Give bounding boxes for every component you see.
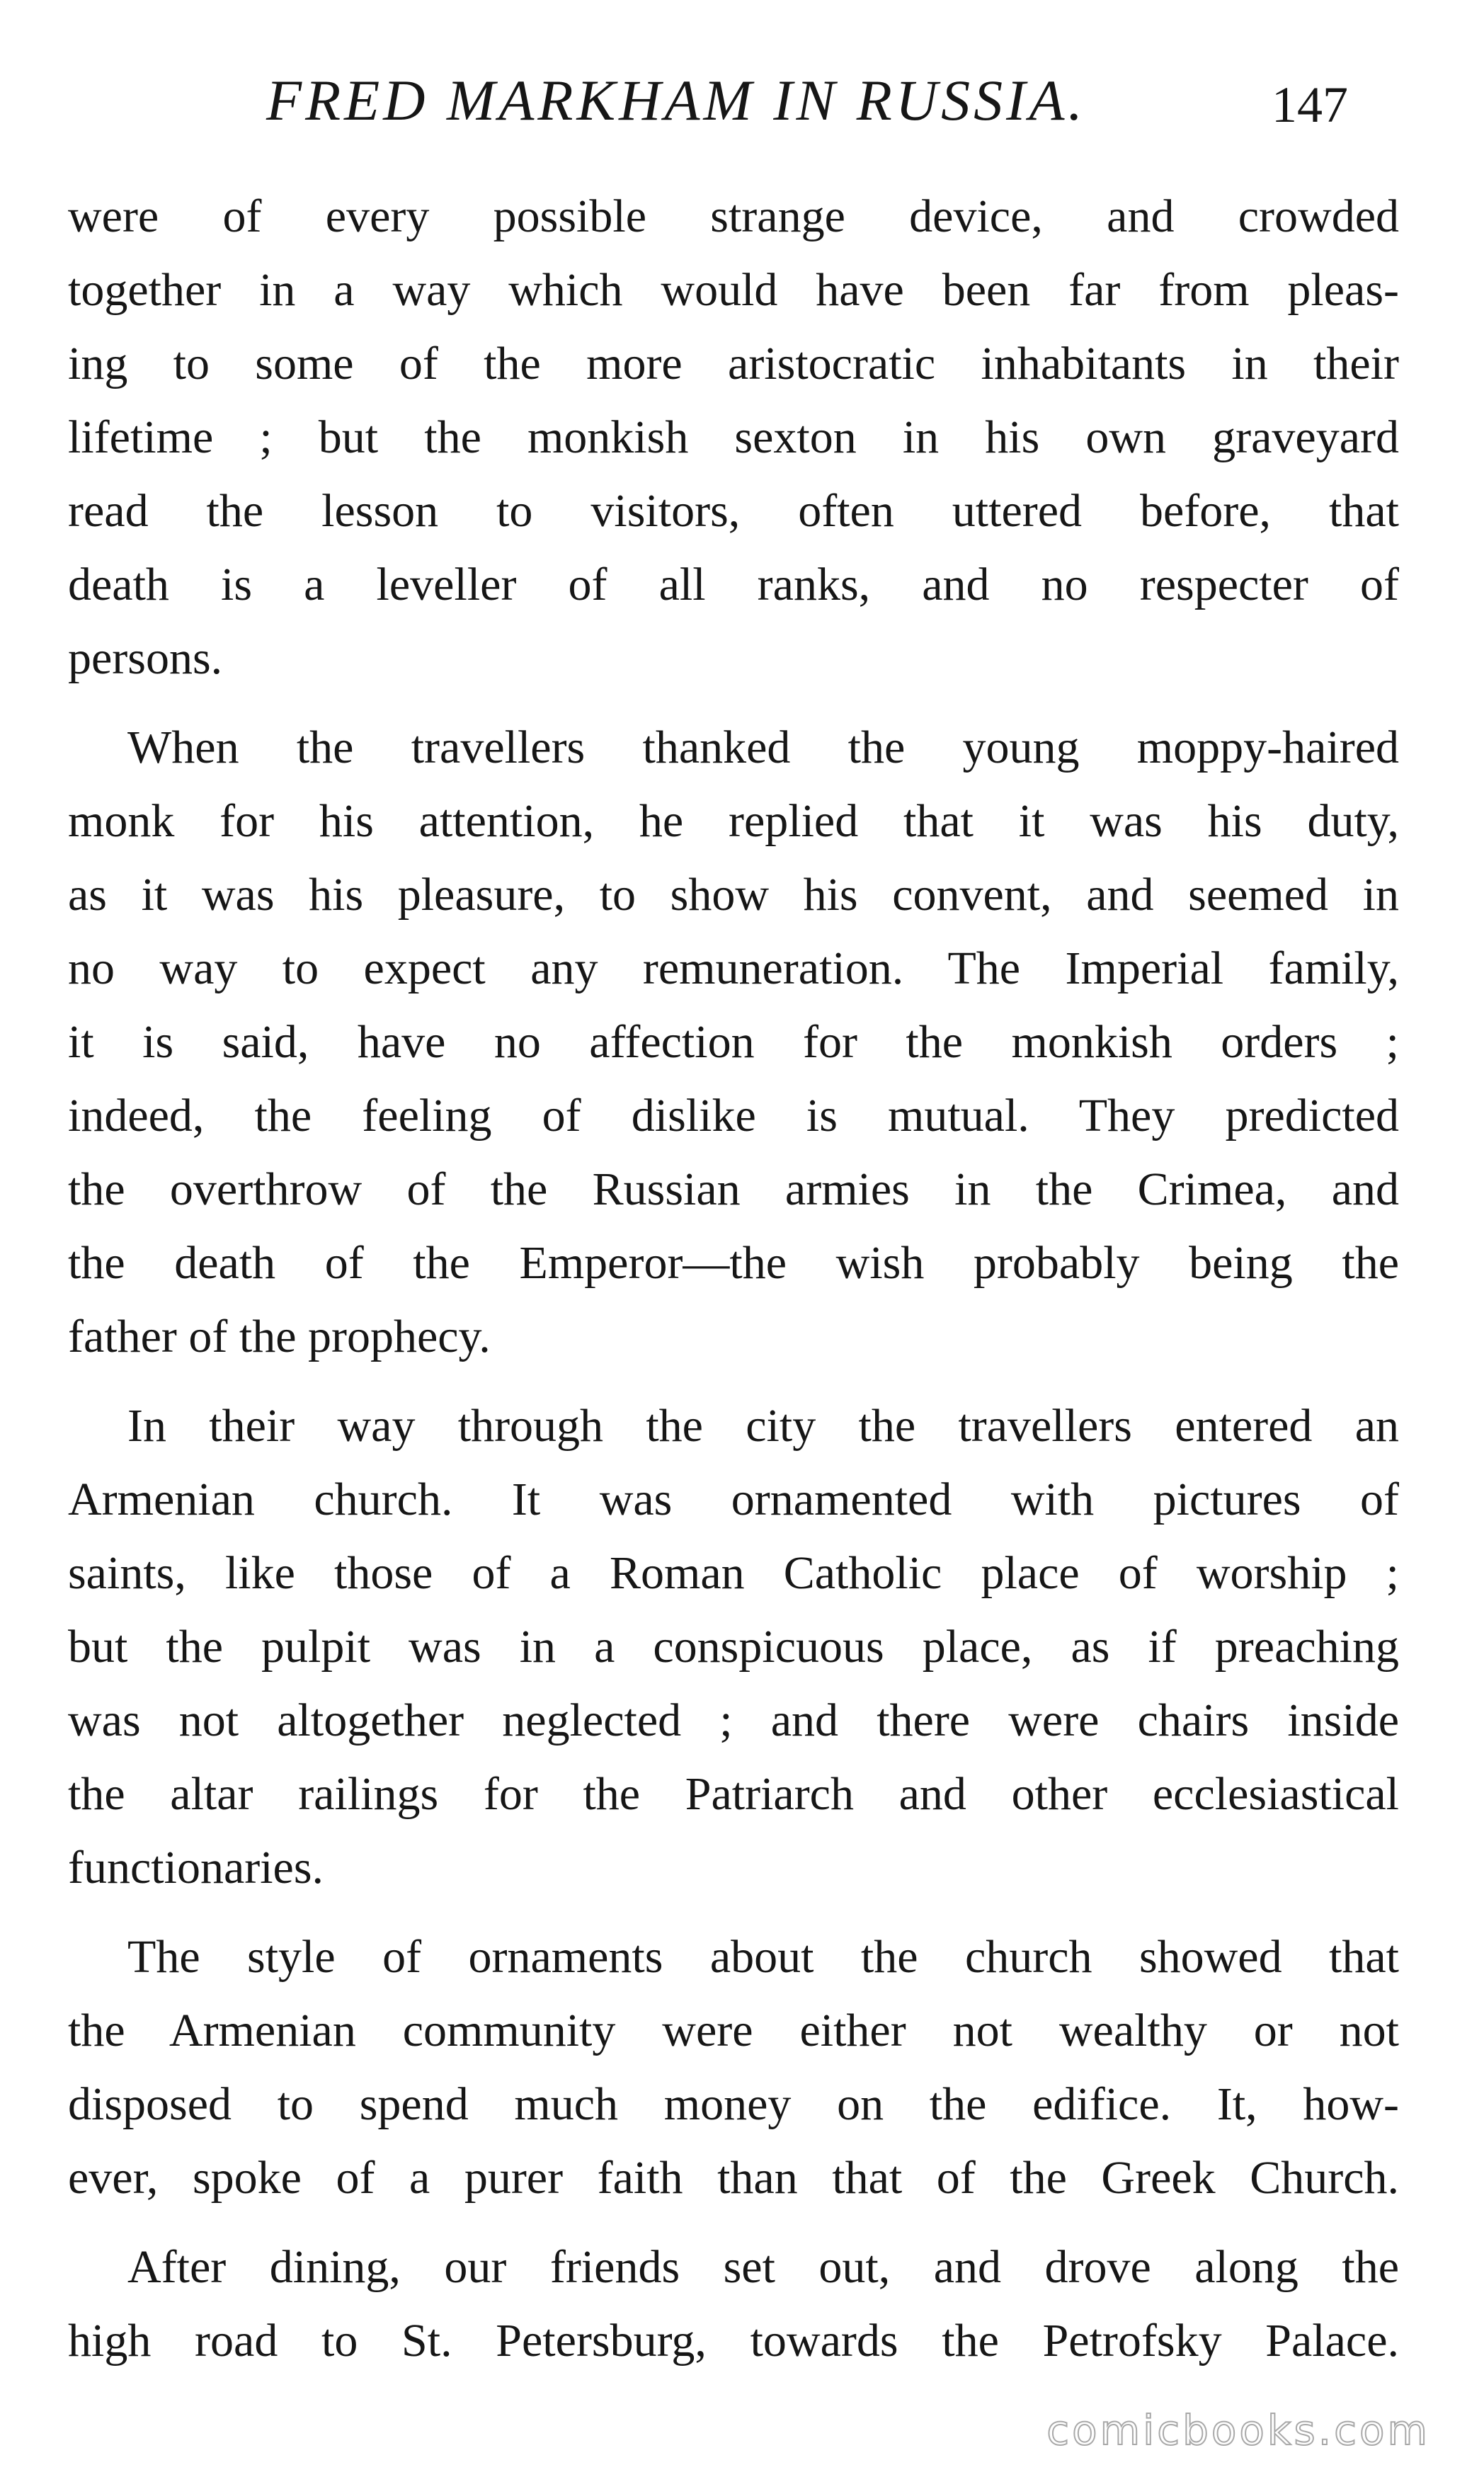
text-line: were of every possible strange device, and crowded [68,190,1399,242]
text-line: Armenian church. It was ornamented with pictures of [68,1474,1399,1525]
text-line: but the pulpit was in a conspicuous place, as if preaching [68,1621,1399,1673]
text-line: functionaries. [68,1842,324,1894]
text-line: monk for his attention, he replied that it was his duty, [68,795,1399,847]
text-line: as it was his pleasure, to show his convent, and seemed in [68,869,1399,921]
text-line: the death of the Emperor—the wish probably being the [68,1237,1399,1289]
text-line: lifetime ; but the monkish sexton in his own graveyard [68,411,1399,463]
text-line: high road to St. Petersburg, towards the Petrofsky Palace. [68,2315,1399,2367]
watermark-text: comicbooks.com [1046,2406,1430,2454]
text-line: it is said, have no affection for the monkish orders ; [68,1016,1399,1068]
text-line: After dining, our friends set out, and drove along the [127,2241,1399,2293]
text-line: The style of ornaments about the church showed that [127,1931,1399,1983]
text-line: ever, spoke of a purer faith than that of the Greek Church. [68,2152,1399,2204]
text-line: ing to some of the more aristocratic inhabitants in their [68,338,1399,389]
text-line: persons. [68,632,223,684]
text-line: When the travellers thanked the young moppy-haired [127,722,1399,773]
text-line: father of the prophecy. [68,1311,491,1362]
text-line: In their way through the city the travellers entered an [127,1400,1399,1452]
paragraph [68,1389,1399,1905]
text-line: disposed to spend much money on the edifice. It, how- [68,2078,1399,2130]
text-line: the altar railings for the Patriarch and other ecclesiastical [68,1768,1399,1820]
text-line: together in a way which would have been far from pleas- [68,264,1399,316]
text-line: indeed, the feeling of dislike is mutual. They predicted [68,1090,1399,1141]
text-line: was not altogether neglected ; and there were chairs inside [68,1695,1399,1746]
text-line: read the lesson to visitors, often uttered before, that [68,485,1399,537]
text-line: no way to expect any remuneration. The Imperial family, [68,943,1399,994]
paragraph [68,180,1399,695]
body-text [68,180,1399,2393]
page-number: 147 [1272,76,1348,133]
text-line: the overthrow of the Russian armies in the Crimea, and [68,1163,1399,1215]
text-line: saints, like those of a Roman Catholic place of worship ; [68,1547,1399,1599]
page-header [68,58,1416,143]
paragraph [68,711,1399,1374]
text-line: the Armenian community were either not wealthy or not [68,2005,1399,2056]
paragraph [68,2231,1399,2378]
text-line: death is a leveller of all ranks, and no respecter of [68,559,1399,610]
running-title: FRED MARKHAM IN RUSSIA. [266,68,1086,132]
paragraph [68,1920,1399,2215]
